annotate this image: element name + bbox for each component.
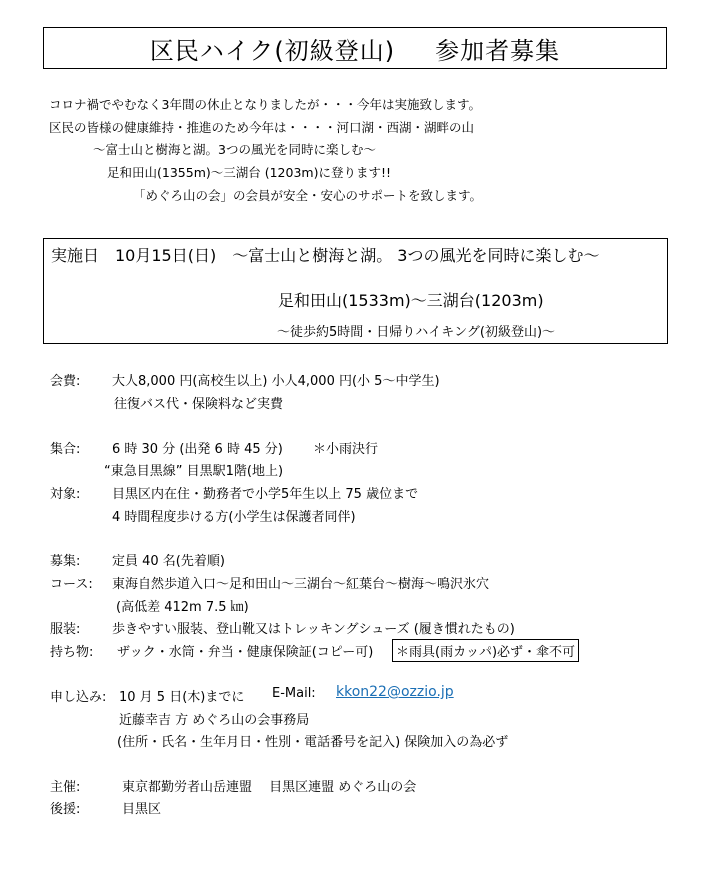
apply-required-info: (住所・氏名・生年月日・性別・電話番号を記入) 保険加入の為必ず <box>117 735 509 750</box>
apply-office: 近藤幸吉 方 めぐろ山の会事務局 <box>119 713 310 728</box>
meet-label: 集合: <box>50 442 81 457</box>
items-label: 持ち物: <box>50 645 94 660</box>
target-label: 対象: <box>50 487 81 502</box>
fee-note: 往復バス代・保険料など実費 <box>114 397 284 412</box>
items-value: ザック・水筒・弁当・健康保険証(コピー可) <box>117 645 374 660</box>
meet-place: “東急目黒線” 目黒駅1階(地上) <box>104 464 284 479</box>
apply-email-label: E-Mail: <box>272 686 316 701</box>
course-label: コース: <box>50 577 93 592</box>
course-elevation: (高低差 412m 7.5 ㎞) <box>116 600 249 615</box>
items-rain-note: ＊雨具(雨カッパ)必ず・傘不可 <box>392 639 579 662</box>
event-date: 実施日 10月15日(日) ～富士山と樹海と湖。 3つの風光を同時に楽しむ～ <box>51 246 600 265</box>
intro-line-2: 区民の皆様の健康維持・推進のため今年は・・・・河口湖・西湖・湖畔の山 <box>49 120 475 135</box>
title-box <box>43 27 667 69</box>
clothing-label: 服装: <box>50 622 81 637</box>
fee-value: 大人8,000 円(高校生以上) 小人4,000 円(小 5～中学生) <box>112 374 440 389</box>
intro-line-3: ～富士山と樹海と湖。3つの風光を同時に楽しむ～ <box>93 142 376 157</box>
intro-line-5: 「めぐろ山の会」の会員が安全・安心のサポートを致します。 <box>133 188 483 203</box>
fee-label: 会費: <box>50 374 81 389</box>
clothing-value: 歩きやすい服装、登山靴又はトレッキングシューズ (履き慣れたもの) <box>112 622 515 637</box>
course-value: 東海自然歩道入口～足和田山～三湖台～紅葉台～樹海～鳴沢氷穴 <box>112 577 490 592</box>
target-value: 目黒区内在住・勤務者で小学5年生以上 75 歳位まで <box>112 487 419 502</box>
host-value: 東京都勤労者山岳連盟 目黒区連盟 めぐろ山の会 <box>122 780 417 795</box>
recruit-value: 定員 40 名(先着順) <box>112 554 225 569</box>
title-main: 区民ハイク(初級登山) <box>149 36 396 65</box>
event-walk-info: ～徒歩約5時間・日帰りハイキング(初級登山)～ <box>277 325 556 340</box>
host-label: 主催: <box>50 780 81 795</box>
intro-line-4: 足和田山(1355m)～三湖台 (1203m)に登ります!! <box>107 165 391 180</box>
apply-deadline: 10 月 5 日(木)までに <box>119 690 245 705</box>
apply-email-link[interactable]: kkon22@ozzio.jp <box>336 684 454 700</box>
event-date-box <box>43 238 668 344</box>
support-label: 後援: <box>50 802 81 817</box>
apply-label: 申し込み: <box>50 690 107 705</box>
title-sub: 参加者募集 <box>435 36 561 65</box>
intro-line-1: コロナ禍でやむなく3年間の休止となりましたが・・・今年は実施致します。 <box>49 97 481 112</box>
target-note: 4 時間程度歩ける方(小学生は保護者同伴) <box>112 510 356 525</box>
support-value: 目黒区 <box>122 802 162 817</box>
event-mountains: 足和田山(1533m)～三湖台(1203m) <box>278 291 544 310</box>
meet-time: 6 時 30 分 (出発 6 時 45 分) ＊小雨決行 <box>112 442 378 457</box>
recruit-label: 募集: <box>50 554 81 569</box>
